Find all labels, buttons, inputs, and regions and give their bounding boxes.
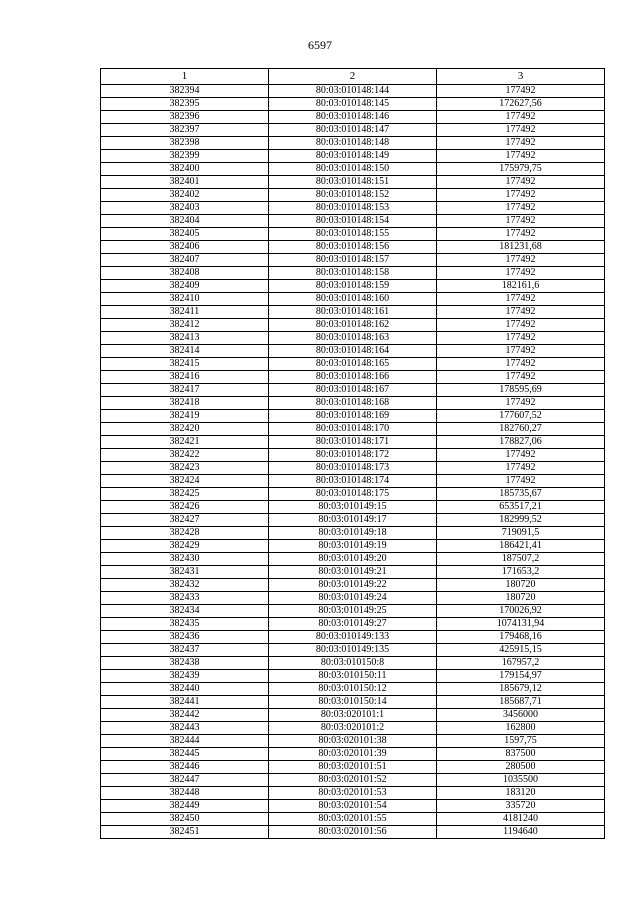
row-number-cell: 382414 [101,345,269,358]
row-number-cell: 382401 [101,176,269,189]
cadastral-number-cell: 80:03:010148:158 [269,267,437,280]
table-row [101,358,605,371]
table-row [101,345,605,358]
row-number-cell: 382418 [101,397,269,410]
row-number-cell: 382408 [101,267,269,280]
row-number-cell: 382413 [101,332,269,345]
row-number-cell: 382449 [101,800,269,813]
value-cell: 172627,56 [437,98,605,111]
cadastral-number-cell: 80:03:010148:149 [269,150,437,163]
cadastral-number-cell: 80:03:010148:160 [269,293,437,306]
table-row [101,163,605,176]
table-row [101,202,605,215]
table-row [101,618,605,631]
value-cell: 177492 [437,319,605,332]
row-number-cell: 382396 [101,111,269,124]
table-row [101,644,605,657]
value-cell: 335720 [437,800,605,813]
table-row [101,761,605,774]
value-cell: 185735,67 [437,488,605,501]
value-cell: 425915,15 [437,644,605,657]
value-cell: 177607,52 [437,410,605,423]
value-cell: 177492 [437,124,605,137]
cadastral-number-cell: 80:03:010148:170 [269,423,437,436]
row-number-cell: 382416 [101,371,269,384]
cadastral-number-cell: 80:03:010150:11 [269,670,437,683]
table-row [101,605,605,618]
cadastral-number-cell: 80:03:020101:39 [269,748,437,761]
row-number-cell: 382439 [101,670,269,683]
row-number-cell: 382411 [101,306,269,319]
table-row [101,371,605,384]
row-number-cell: 382440 [101,683,269,696]
table-row [101,566,605,579]
table-row [101,241,605,254]
table-row [101,215,605,228]
value-cell: 179468,16 [437,631,605,644]
cadastral-number-cell: 80:03:010148:161 [269,306,437,319]
row-number-cell: 382441 [101,696,269,709]
value-cell: 177492 [437,189,605,202]
table-row [101,579,605,592]
cadastral-number-cell: 80:03:010148:159 [269,280,437,293]
table-body [101,85,605,839]
cadastral-number-cell: 80:03:010148:151 [269,176,437,189]
value-cell: 180720 [437,579,605,592]
table-row [101,488,605,501]
table-row [101,722,605,735]
value-cell: 177492 [437,254,605,267]
table-row [101,696,605,709]
column-header-1: 1 [101,69,269,85]
row-number-cell: 382438 [101,657,269,670]
row-number-cell: 382436 [101,631,269,644]
cadastral-number-cell: 80:03:020101:2 [269,722,437,735]
table-row [101,98,605,111]
cadastral-number-cell: 80:03:010150:12 [269,683,437,696]
cadastral-number-cell: 80:03:010150:8 [269,657,437,670]
cadastral-number-cell: 80:03:010148:156 [269,241,437,254]
row-number-cell: 382450 [101,813,269,826]
table-row [101,423,605,436]
value-cell: 837500 [437,748,605,761]
table-row [101,826,605,839]
table-row [101,137,605,150]
cadastral-number-cell: 80:03:010149:20 [269,553,437,566]
value-cell: 170026,92 [437,605,605,618]
table-row [101,800,605,813]
cadastral-number-cell: 80:03:010148:166 [269,371,437,384]
row-number-cell: 382404 [101,215,269,228]
row-number-cell: 382448 [101,787,269,800]
cadastral-number-cell: 80:03:010149:15 [269,501,437,514]
cadastral-number-cell: 80:03:010148:154 [269,215,437,228]
cadastral-number-cell: 80:03:010149:25 [269,605,437,618]
table-row [101,514,605,527]
cadastral-number-cell: 80:03:010150:14 [269,696,437,709]
value-cell: 175979,75 [437,163,605,176]
row-number-cell: 382432 [101,579,269,592]
row-number-cell: 382425 [101,488,269,501]
row-number-cell: 382426 [101,501,269,514]
table-row [101,813,605,826]
value-cell: 182760,27 [437,423,605,436]
cadastral-number-cell: 80:03:010149:24 [269,592,437,605]
cadastral-number-cell: 80:03:010148:174 [269,475,437,488]
cadastral-number-cell: 80:03:010148:165 [269,358,437,371]
cadastral-number-cell: 80:03:010149:21 [269,566,437,579]
cadastral-number-cell: 80:03:020101:51 [269,761,437,774]
value-cell: 1035500 [437,774,605,787]
value-cell: 167957,2 [437,657,605,670]
value-cell: 179154,97 [437,670,605,683]
table-header [101,69,605,85]
value-cell: 177492 [437,137,605,150]
cadastral-number-cell: 80:03:010149:22 [269,579,437,592]
value-cell: 177492 [437,228,605,241]
table-row [101,176,605,189]
row-number-cell: 382434 [101,605,269,618]
value-cell: 177492 [437,150,605,163]
row-number-cell: 382419 [101,410,269,423]
cadastral-number-cell: 80:03:010148:162 [269,319,437,332]
value-cell: 1194640 [437,826,605,839]
row-number-cell: 382427 [101,514,269,527]
cadastral-number-cell: 80:03:010149:19 [269,540,437,553]
cadastral-number-cell: 80:03:010148:175 [269,488,437,501]
row-number-cell: 382429 [101,540,269,553]
cadastral-number-cell: 80:03:010148:146 [269,111,437,124]
table-row [101,774,605,787]
table-row [101,384,605,397]
value-cell: 162800 [437,722,605,735]
table-row [101,280,605,293]
table-row [101,397,605,410]
table-row [101,306,605,319]
row-number-cell: 382442 [101,709,269,722]
table-row [101,683,605,696]
value-cell: 183120 [437,787,605,800]
page-number: 6597 [308,38,332,52]
value-cell: 178595,69 [437,384,605,397]
row-number-cell: 382394 [101,85,269,98]
value-cell: 177492 [437,267,605,280]
value-cell: 1074131,94 [437,618,605,631]
value-cell: 719091,5 [437,527,605,540]
row-number-cell: 382451 [101,826,269,839]
table-row [101,150,605,163]
table-row [101,85,605,98]
value-cell: 177492 [437,449,605,462]
row-number-cell: 382400 [101,163,269,176]
row-number-cell: 382397 [101,124,269,137]
table-row [101,670,605,683]
row-number-cell: 382407 [101,254,269,267]
cadastral-number-cell: 80:03:010148:169 [269,410,437,423]
table-row [101,111,605,124]
cadastral-number-cell: 80:03:010148:152 [269,189,437,202]
cadastral-number-cell: 80:03:010148:164 [269,345,437,358]
row-number-cell: 382409 [101,280,269,293]
cadastral-number-cell: 80:03:020101:54 [269,800,437,813]
row-number-cell: 382423 [101,462,269,475]
cadastral-number-cell: 80:03:010148:163 [269,332,437,345]
value-cell: 177492 [437,111,605,124]
row-number-cell: 382428 [101,527,269,540]
cadastral-number-cell: 80:03:010149:17 [269,514,437,527]
row-number-cell: 382446 [101,761,269,774]
value-cell: 187507,2 [437,553,605,566]
value-cell: 4181240 [437,813,605,826]
row-number-cell: 382417 [101,384,269,397]
row-number-cell: 382430 [101,553,269,566]
value-cell: 181231,68 [437,241,605,254]
table-row [101,410,605,423]
table-row [101,475,605,488]
row-number-cell: 382445 [101,748,269,761]
row-number-cell: 382412 [101,319,269,332]
value-cell: 182161,6 [437,280,605,293]
value-cell: 178827,06 [437,436,605,449]
row-number-cell: 382415 [101,358,269,371]
value-cell: 177492 [437,397,605,410]
header-row [101,69,605,85]
table-row [101,254,605,267]
cadastral-number-cell: 80:03:020101:38 [269,735,437,748]
row-number-cell: 382447 [101,774,269,787]
table-row [101,124,605,137]
row-number-cell: 382406 [101,241,269,254]
value-cell: 182999,52 [437,514,605,527]
value-cell: 177492 [437,358,605,371]
cadastral-number-cell: 80:03:020101:52 [269,774,437,787]
row-number-cell: 382437 [101,644,269,657]
value-cell: 180720 [437,592,605,605]
value-cell: 171653,2 [437,566,605,579]
table-row [101,332,605,345]
row-number-cell: 382424 [101,475,269,488]
value-cell: 186421,41 [437,540,605,553]
value-cell: 653517,21 [437,501,605,514]
table-row [101,592,605,605]
value-cell: 177492 [437,345,605,358]
row-number-cell: 382403 [101,202,269,215]
table-row [101,657,605,670]
data-table [100,68,605,839]
value-cell: 177492 [437,475,605,488]
row-number-cell: 382421 [101,436,269,449]
row-number-cell: 382398 [101,137,269,150]
value-cell: 177492 [437,462,605,475]
cadastral-number-cell: 80:03:010148:145 [269,98,437,111]
table-row [101,293,605,306]
value-cell: 280500 [437,761,605,774]
cadastral-number-cell: 80:03:020101:1 [269,709,437,722]
table-row [101,449,605,462]
row-number-cell: 382405 [101,228,269,241]
row-number-cell: 382435 [101,618,269,631]
cadastral-number-cell: 80:03:010148:167 [269,384,437,397]
cadastral-number-cell: 80:03:010148:144 [269,85,437,98]
table-row [101,319,605,332]
cadastral-number-cell: 80:03:010148:148 [269,137,437,150]
cadastral-number-cell: 80:03:010148:168 [269,397,437,410]
table-row [101,787,605,800]
row-number-cell: 382420 [101,423,269,436]
cadastral-number-cell: 80:03:010149:27 [269,618,437,631]
row-number-cell: 382422 [101,449,269,462]
cadastral-number-cell: 80:03:010149:135 [269,644,437,657]
value-cell: 177492 [437,202,605,215]
row-number-cell: 382410 [101,293,269,306]
value-cell: 177492 [437,306,605,319]
cadastral-number-cell: 80:03:020101:56 [269,826,437,839]
cadastral-number-cell: 80:03:010148:155 [269,228,437,241]
table-row [101,709,605,722]
cadastral-number-cell: 80:03:010149:18 [269,527,437,540]
cadastral-number-cell: 80:03:010148:157 [269,254,437,267]
table-row [101,267,605,280]
table-row [101,462,605,475]
column-header-3: 3 [437,69,605,85]
table-row [101,735,605,748]
table-row [101,748,605,761]
cadastral-number-cell: 80:03:010148:150 [269,163,437,176]
cadastral-number-cell: 80:03:010148:172 [269,449,437,462]
cadastral-number-cell: 80:03:010148:171 [269,436,437,449]
table-row [101,540,605,553]
row-number-cell: 382395 [101,98,269,111]
table-row [101,631,605,644]
value-cell: 177492 [437,85,605,98]
cadastral-number-cell: 80:03:020101:53 [269,787,437,800]
cadastral-number-cell: 80:03:010148:147 [269,124,437,137]
cadastral-number-cell: 80:03:020101:55 [269,813,437,826]
value-cell: 185679,12 [437,683,605,696]
value-cell: 177492 [437,215,605,228]
table-row [101,228,605,241]
cadastral-number-cell: 80:03:010149:133 [269,631,437,644]
value-cell: 185687,71 [437,696,605,709]
row-number-cell: 382399 [101,150,269,163]
value-cell: 177492 [437,293,605,306]
value-cell: 177492 [437,371,605,384]
value-cell: 3456000 [437,709,605,722]
row-number-cell: 382431 [101,566,269,579]
table-row [101,189,605,202]
value-cell: 177492 [437,176,605,189]
column-header-2: 2 [269,69,437,85]
row-number-cell: 382443 [101,722,269,735]
table-row [101,436,605,449]
cadastral-number-cell: 80:03:010148:173 [269,462,437,475]
row-number-cell: 382402 [101,189,269,202]
table-row [101,553,605,566]
cadastral-number-cell: 80:03:010148:153 [269,202,437,215]
value-cell: 1597,75 [437,735,605,748]
table-row [101,501,605,514]
table-row [101,527,605,540]
row-number-cell: 382444 [101,735,269,748]
row-number-cell: 382433 [101,592,269,605]
value-cell: 177492 [437,332,605,345]
